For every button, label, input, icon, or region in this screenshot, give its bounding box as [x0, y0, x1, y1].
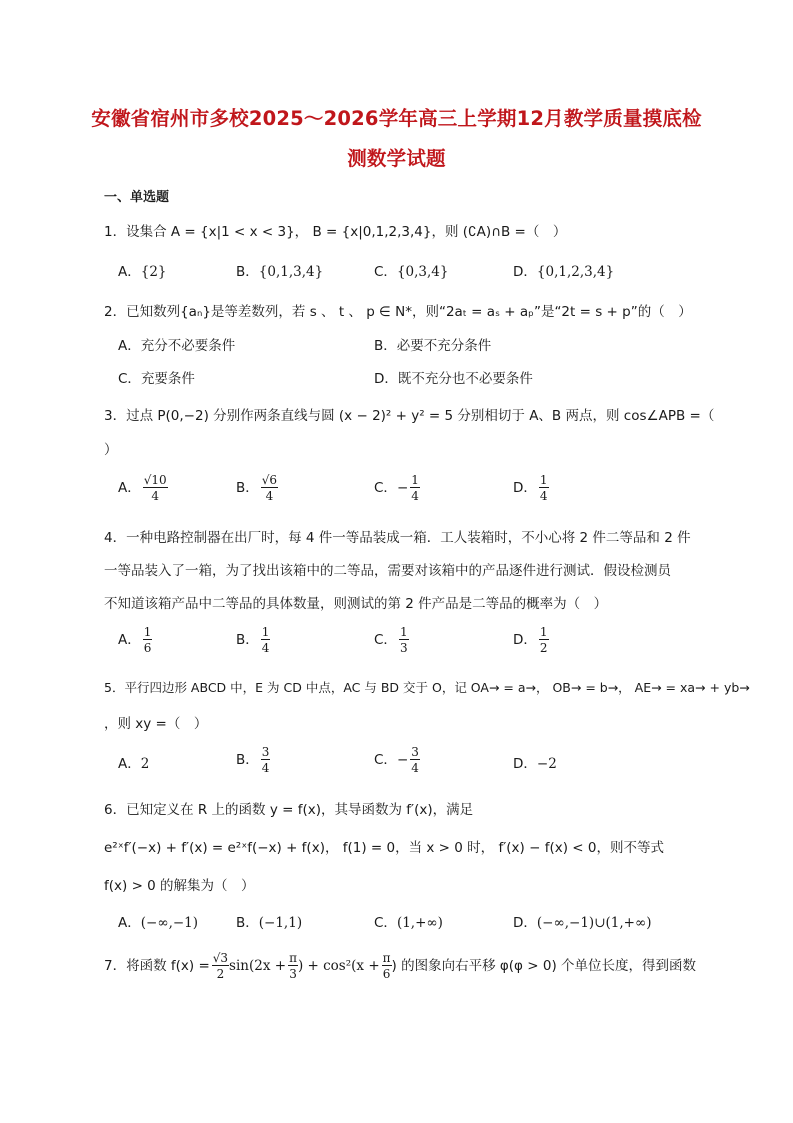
q4-option-c [374, 626, 409, 654]
fraction-denominator: 6 [382, 967, 391, 981]
q1-option-c [374, 260, 448, 280]
question-4-line3: 不知道该箱产品中二等品的具体数量，则测试的第 2 件产品是二等品的概率为（ ） [104, 596, 608, 612]
fraction-numerator: π [382, 951, 391, 965]
option-sign: − [396, 752, 409, 768]
fraction-denominator: 4 [261, 761, 270, 775]
option-label: D． [513, 632, 537, 648]
fraction-denominator: 2 [216, 967, 225, 981]
doc-title-line1: 安徽省宿州市多校2025～2026学年高三上学期12月教学质量摸底检 [91, 107, 702, 130]
fraction-numerator: √3 [212, 951, 229, 965]
option-label: B． [236, 752, 259, 768]
fraction-denominator: 6 [143, 641, 152, 655]
question-3: 3．过点 P(0,−2) 分别作两条直线与圆 (x − 2)² + y² = 5 分别相切于 A、B 两点，则 cos∠APB =（ [104, 408, 715, 424]
option-label: A． [118, 264, 141, 280]
fraction-denominator: 2 [539, 641, 548, 655]
option-label: D． [513, 480, 537, 496]
q6-option-d [513, 911, 651, 931]
question-5-line1: 5．平行四边形 ABCD 中，E 为 CD 中点，AC 与 BD 交于 O，记 OA→ = a→， OB→ = b→， AE→ = xa→ + yb→ [104, 680, 750, 695]
q4-option-a [118, 626, 152, 654]
option-label: D． [513, 915, 537, 931]
q7-suffix: ) 的图象向右平移 φ(φ > 0) 个单位长度，得到函数 [391, 958, 696, 974]
option-fraction [410, 474, 420, 502]
q4-option-b [236, 626, 270, 654]
q5-option-d [513, 752, 557, 772]
fraction-numerator: 3 [261, 745, 270, 759]
q2-option-c [118, 367, 195, 387]
question-6-line1: 6．已知定义在 R 上的函数 y = f(x)，其导函数为 f′(x)，满足 [104, 802, 474, 818]
fraction-numerator: 1 [261, 625, 270, 639]
option-fraction [143, 626, 153, 654]
q7-pi-fraction-1 [288, 952, 298, 980]
fraction-denominator: 4 [151, 489, 160, 503]
q3-option-c [374, 474, 420, 502]
option-value: 必要不充分条件 [396, 338, 492, 354]
q3-option-d [513, 474, 549, 502]
option-label: D． [513, 756, 537, 772]
option-label: B． [236, 264, 259, 280]
option-fraction [261, 746, 271, 774]
option-fraction [399, 626, 409, 654]
question-4-line2: 一等品装入了一箱，为了找出该箱中的二等品，需要对该箱中的产品逐件进行测试．假设检测员 [104, 563, 671, 579]
option-value: −2 [536, 756, 557, 772]
option-label: D． [513, 264, 537, 280]
option-fraction [261, 626, 271, 654]
option-fraction [539, 474, 549, 502]
question-1: 1．设集合 A = {x|1 < x < 3}， B = {x|0,1,2,3,4}，则 (∁A)∩B =（ ） [104, 224, 567, 240]
fraction-numerator: π [289, 951, 297, 965]
q7-coefficient-fraction [212, 952, 229, 980]
fraction-numerator: 3 [411, 745, 419, 759]
q3-option-b [236, 474, 278, 502]
fraction-numerator: 1 [399, 625, 408, 639]
q5-option-a [118, 752, 149, 772]
fraction-numerator: 1 [539, 473, 548, 487]
option-label: A． [118, 632, 141, 648]
fraction-numerator: 1 [539, 625, 548, 639]
question-5-line2: ，则 xy =（ ） [104, 716, 208, 732]
q1-option-b [236, 260, 323, 280]
q7-sin-term: sin(2x + [229, 958, 287, 974]
question-3-continued: ） [104, 442, 118, 458]
option-value: (1,+∞) [396, 915, 443, 931]
option-label: C． [374, 915, 397, 931]
fraction-denominator: 3 [289, 967, 297, 981]
q7-prefix: 7．将函数 f(x) = [104, 958, 210, 974]
q2-option-a [118, 334, 235, 354]
option-value: 充要条件 [140, 371, 195, 387]
option-label: C． [374, 264, 397, 280]
option-fraction [410, 746, 420, 774]
q1-option-d [513, 260, 614, 280]
option-sign: − [396, 480, 409, 496]
option-label: A． [118, 480, 141, 496]
fraction-denominator: 4 [265, 489, 274, 503]
option-label: A． [118, 756, 141, 772]
fraction-numerator: 1 [411, 473, 419, 487]
option-label: B． [236, 480, 259, 496]
q6-option-a [118, 911, 198, 931]
question-4-line1: 4．一种电路控制器在出厂时，每 4 件一等品装成一箱．工人装箱时，不小心将 2 件二等品和 2 件 [104, 530, 691, 546]
fraction-numerator: 1 [143, 625, 152, 639]
option-value: (−1,1) [258, 915, 303, 931]
fraction-denominator: 4 [411, 489, 419, 503]
option-label: B． [236, 632, 259, 648]
question-6-line2: e²ˣf′(−x) + f′(x) = e²ˣf(−x) + f(x)， f(1) = 0，当 x > 0 时， f′(x) − f(x) < 0，则不等式 [104, 840, 664, 856]
fraction-numerator: √6 [261, 473, 278, 487]
option-value: {0,3,4} [396, 264, 449, 280]
q2-option-b [374, 334, 491, 354]
option-fraction [261, 474, 278, 502]
section-heading: 一、单选题 [104, 190, 170, 205]
q4-option-d [513, 626, 549, 654]
q7-cos-term: ) + cos²(x + [297, 958, 380, 974]
option-value: 充分不必要条件 [140, 338, 236, 354]
option-value: (−∞,−1)∪(1,+∞) [536, 915, 652, 931]
option-label: B． [374, 338, 397, 354]
option-fraction [539, 626, 549, 654]
option-value: {0,1,2,3,4} [536, 264, 615, 280]
q5-option-b [236, 746, 270, 774]
option-label: C． [374, 752, 397, 768]
option-value: {2} [140, 264, 167, 280]
option-label: C． [374, 632, 397, 648]
question-7 [104, 952, 696, 980]
option-label: D． [374, 371, 398, 387]
option-label: A． [118, 338, 141, 354]
q6-option-c [374, 911, 443, 931]
option-value: {0,1,3,4} [258, 264, 324, 280]
option-value: (−∞,−1) [140, 915, 199, 931]
fraction-denominator: 3 [399, 641, 408, 655]
q2-option-d [374, 367, 533, 387]
question-6-line3: f(x) > 0 的解集为（ ） [104, 878, 255, 894]
option-fraction [143, 474, 168, 502]
fraction-denominator: 4 [539, 489, 548, 503]
question-2: 2．已知数列{aₙ}是等差数列，若 s 、 t 、 p ∈ N*，则“2aₜ = aₛ + aₚ”是“2t = s + p”的（ ） [104, 304, 692, 320]
option-label: B． [236, 915, 259, 931]
fraction-numerator: √10 [143, 473, 167, 487]
q1-option-a [118, 260, 167, 280]
fraction-denominator: 4 [261, 641, 270, 655]
option-value: 2 [140, 756, 150, 772]
q7-pi-fraction-2 [382, 952, 392, 980]
option-label: C． [118, 371, 141, 387]
q6-option-b [236, 911, 302, 931]
option-label: C． [374, 480, 397, 496]
doc-title-line2: 测数学试题 [347, 147, 446, 170]
option-value: 既不充分也不必要条件 [397, 371, 533, 387]
option-label: A． [118, 915, 141, 931]
q3-option-a [118, 474, 168, 502]
fraction-denominator: 4 [411, 761, 419, 775]
q5-option-c [374, 746, 420, 774]
